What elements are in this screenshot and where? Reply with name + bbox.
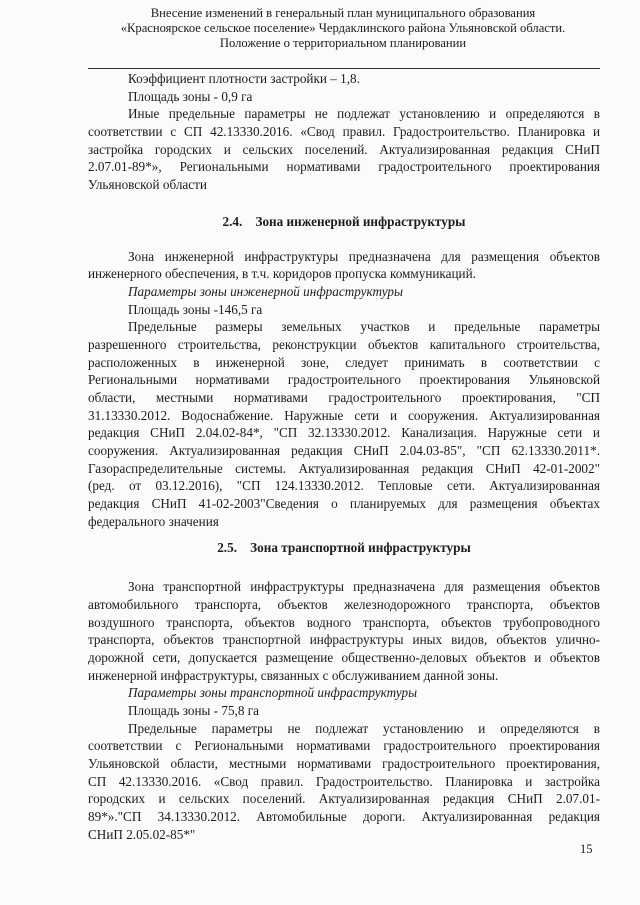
text-line: редакция СНиП 41-02-2003"Сведения о планируемых для размещения объектах (88, 496, 600, 512)
document-header (88, 6, 598, 51)
text-line: сооружения. Актуализированная редакция СНиП 2.04.03-85", "СП 62.13330.2011*. (88, 443, 600, 459)
text-line: Площадь зоны - 0,9 га (128, 88, 253, 104)
section-heading-2-4 (88, 213, 600, 231)
subsection-title: Параметры зоны транспортной инфраструктуры (128, 685, 418, 701)
header-line: Положение о территориальном планировании (219, 36, 467, 50)
text-line: инженерной инфраструктуры, связанных с обслуживанием данной зоны. (88, 667, 499, 683)
text-line: воздушного транспорта, объектов водного транспорта, объектов трубопроводного (88, 614, 600, 630)
text-line: Ульяновской области, местными нормативами градостроительного проектирования, (88, 756, 600, 772)
text-line: транспорта, объектов транспортной инфраструктуры иных видов, объектов улично- (88, 632, 600, 648)
header-line: Внесение изменений в генеральный план муниципального образования (150, 6, 536, 20)
text-line: городских и сельских поселений. Актуализированная редакция СНиП 2.07.01- (88, 791, 600, 807)
text-line: 2.07.01-89*», Региональными нормативами градостроительного проектирования (88, 159, 600, 175)
text-line: Предельные размеры земельных участков и предельные параметры (128, 319, 600, 335)
section-heading-2-5 (88, 539, 600, 557)
section-title: Зона транспортной инфраструктуры (250, 539, 471, 555)
text-line: редакция СНиП 2.04.02-84*, "СП 32.13330.2012. Канализация. Наружные сети и (88, 425, 600, 441)
text-line: Региональными нормативами градостроительного проектирования Ульяновской (88, 372, 600, 388)
text-line: Предельные параметры не подлежат установлению и определяются в (128, 720, 600, 736)
text-line: Зона инженерной инфраструктуры предназначена для размещения объектов (128, 248, 600, 264)
text-line: инженерного обеспечения, в т.ч. коридоров пропуска коммуникаций. (88, 266, 476, 282)
text-line: автомобильного транспорта, объектов железнодорожного транспорта, объектов (88, 596, 600, 612)
subsection-title: Параметры зоны инженерной инфраструктуры (128, 283, 403, 299)
text-line: Коэффициент плотности застройки – 1,8. (128, 71, 360, 86)
text-line: СП 42.13330.2016. «Свод правил. Градостроительство. Планировка и застройка (88, 773, 600, 789)
text-line: дорожной сети, допускается размещение общественно-деловых объектов и объектов (88, 649, 600, 665)
text-line: Газораспределительные системы. Актуализированная редакция СНиП 42-01-2002" (88, 460, 600, 476)
text-line: расположенных в инженерной зоне, следует принимать в соответствии с (88, 354, 600, 370)
text-line: Ульяновской области (88, 177, 207, 193)
text-line: области, местными нормативами градостроительного проектирования, "СП (88, 390, 600, 406)
text-line: (ред. от 03.12.2016), "СП 124.13330.2012. Тепловые сети. Актуализированная (88, 478, 600, 494)
text-line: соответствии с Региональными нормативами градостроительного проектирования (88, 738, 600, 754)
header-line: «Красноярское сельское поселение» Чердаклинского района Ульяновской области. (120, 21, 566, 35)
text-line: застройка городских и сельских поселений. Актуализированная редакция СНиП (88, 141, 600, 157)
section-title: Зона инженерной инфраструктуры (255, 213, 466, 229)
text-line: разрешенного строительства, реконструкции объектов капитального строительства, (88, 336, 600, 352)
text-line: СНиП 2.05.02-85*" (88, 826, 196, 842)
text-line: соответствии с СП 42.13330.2016. «Свод правил. Градостроительство. Планировка и (88, 124, 600, 140)
text-line: Зона транспортной инфраструктуры предназначена для размещения объектов (128, 579, 600, 595)
text-line: Площадь зоны - 75,8 га (128, 703, 259, 719)
section-number: 2.4. (222, 213, 243, 229)
text-line: Иные предельные параметры не подлежат установлению и определяются в (128, 106, 600, 122)
header-divider (88, 68, 600, 69)
text-line: 31.13330.2012. Водоснабжение. Наружные сети и сооружения. Актуализированная (88, 407, 600, 423)
page-number: 15 (580, 842, 593, 856)
text-line: Площадь зоны -146,5 га (128, 301, 263, 317)
text-line: федерального значения (88, 513, 219, 529)
text-line: 89*»."СП 34.13330.2012. Автомобильные дороги. Актуализированная редакция (88, 809, 600, 825)
page-body (88, 70, 600, 844)
section-number: 2.5. (217, 539, 237, 555)
